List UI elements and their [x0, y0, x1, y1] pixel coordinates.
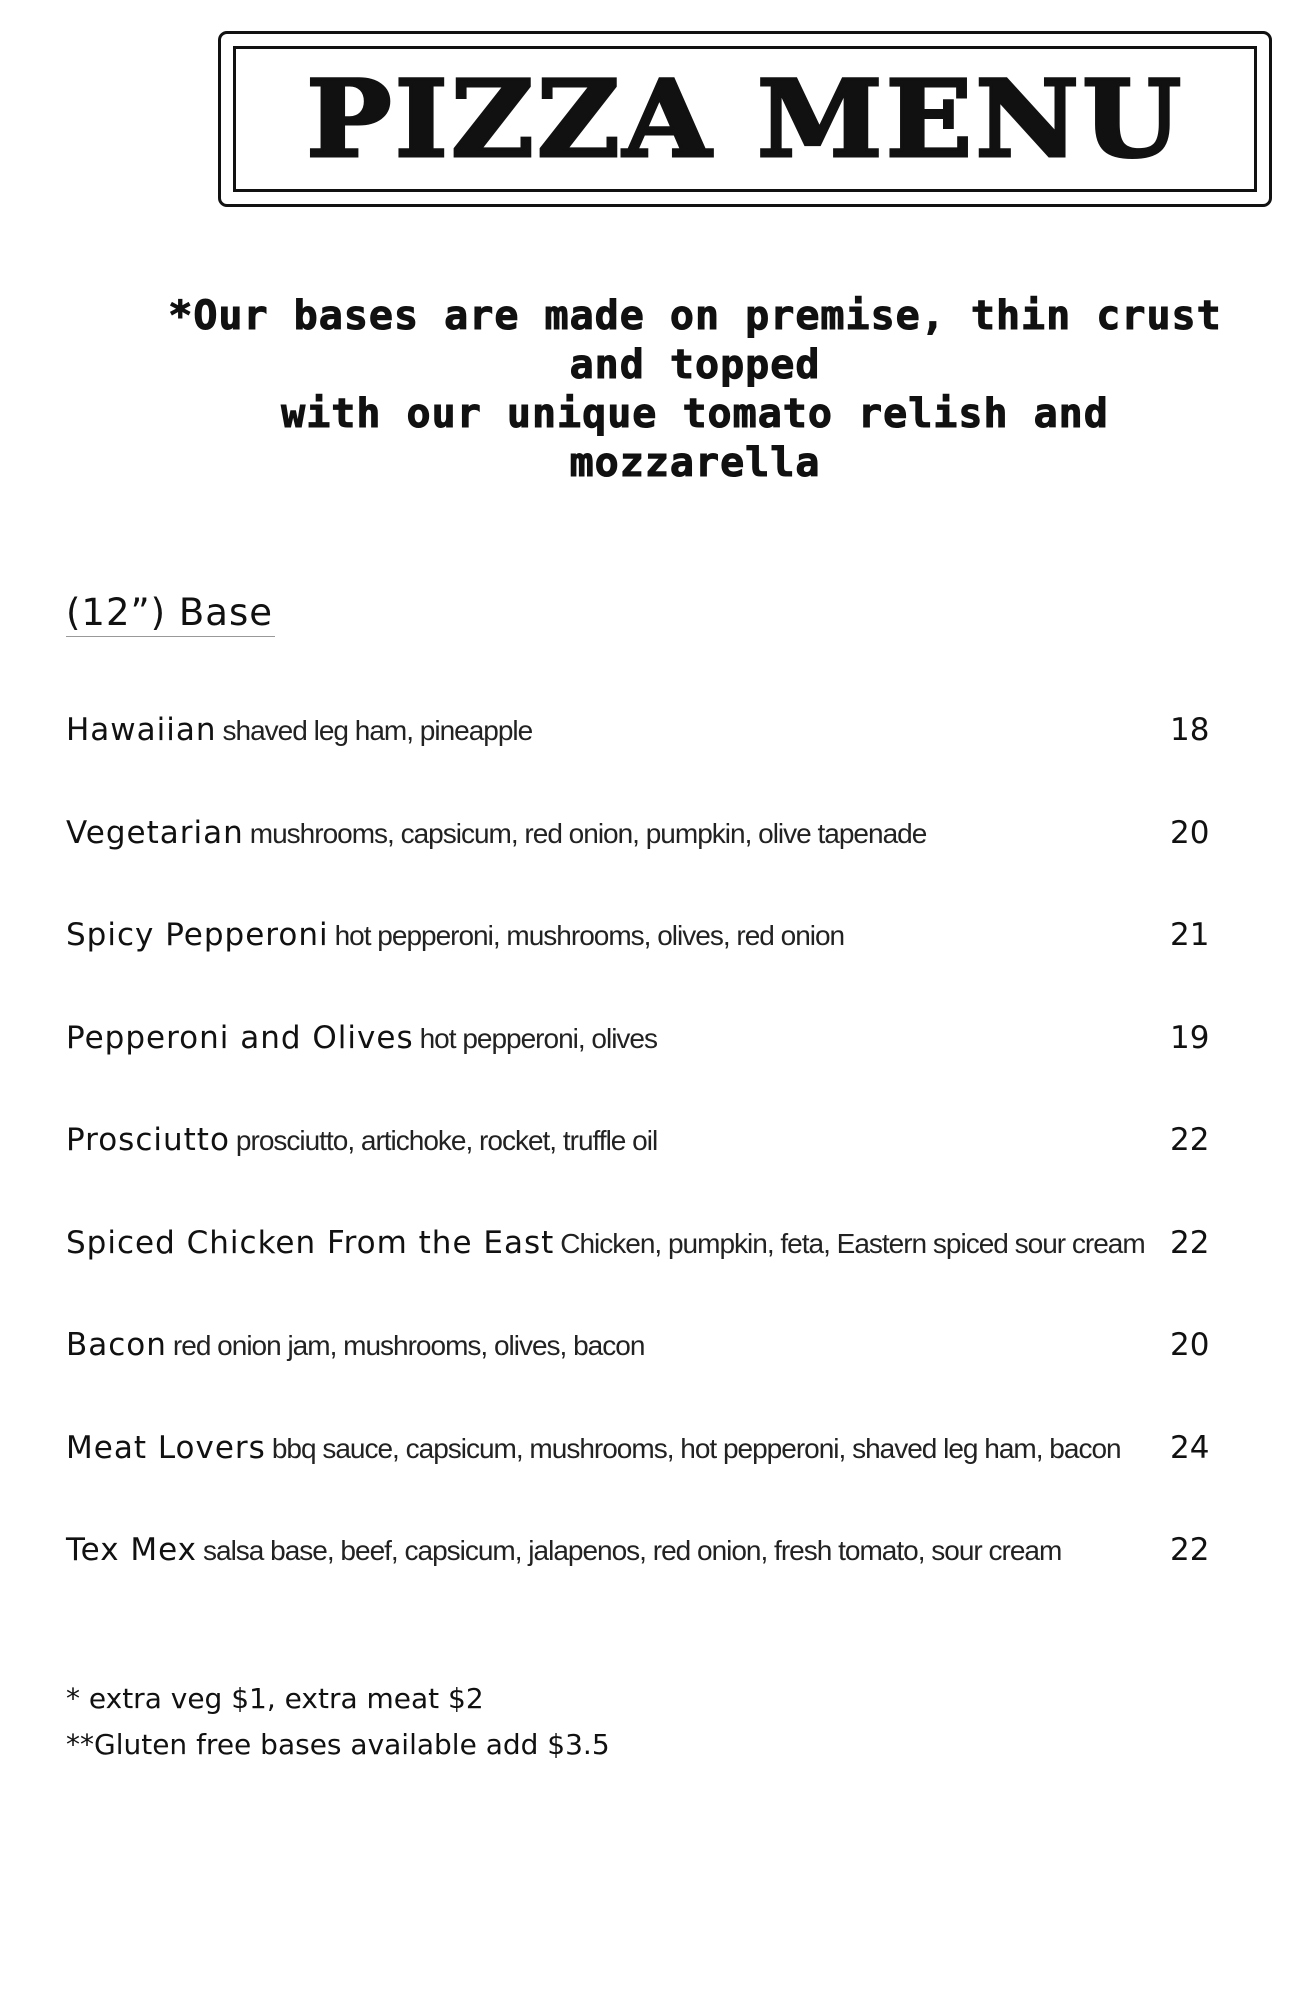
item-price: 22	[1170, 1122, 1210, 1158]
item-price: 19	[1170, 1020, 1210, 1056]
item-price: 21	[1170, 917, 1210, 953]
item-price: 20	[1170, 815, 1210, 851]
menu-item-tex-mex	[66, 1522, 1226, 1578]
item-description: mushrooms, capsicum, red onion, pumpkin, olive tapenade	[249, 818, 927, 849]
menu-item-bacon	[66, 1317, 1226, 1373]
item-price: 18	[1170, 712, 1210, 748]
item-description: Chicken, pumpkin, feta, Eastern spiced sour cream	[560, 1228, 1145, 1259]
item-name: Meat Lovers	[66, 1430, 266, 1466]
item-name: Pepperoni and Olives	[66, 1020, 414, 1056]
base-description-line-1: *Our bases are made on premise, thin crust and topped	[168, 293, 1222, 388]
gluten-free-note: **Gluten free bases available add $3.5	[66, 1728, 610, 1761]
item-price: 22	[1170, 1532, 1210, 1568]
item-description: shaved leg ham, pineapple	[222, 715, 533, 746]
item-description: hot pepperoni, olives	[419, 1023, 658, 1054]
section-heading-base-size: (12”) Base	[66, 590, 275, 637]
item-price: 22	[1170, 1225, 1210, 1261]
menu-title: PIZZA MENU	[305, 56, 1185, 181]
item-description: prosciutto, artichoke, rocket, truffle oil	[235, 1125, 658, 1156]
item-price: 24	[1170, 1430, 1210, 1466]
menu-item-vegetarian	[66, 805, 1226, 861]
item-name: Bacon	[66, 1327, 167, 1363]
item-description: red onion jam, mushrooms, olives, bacon	[172, 1330, 645, 1361]
item-description: salsa base, beef, capsicum, jalapenos, red onion, fresh tomato, sour cream	[203, 1535, 1062, 1566]
title-frame	[218, 31, 1272, 207]
base-description	[150, 292, 1240, 488]
menu-item-pepperoni-and-olives	[66, 1010, 1226, 1066]
title-frame-inner	[233, 46, 1257, 192]
item-name: Prosciutto	[66, 1122, 230, 1158]
menu-item-spiced-chicken	[66, 1215, 1226, 1271]
menu-item-meat-lovers	[66, 1420, 1226, 1476]
item-name: Vegetarian	[66, 815, 244, 851]
item-name: Tex Mex	[66, 1532, 198, 1568]
item-description: hot pepperoni, mushrooms, olives, red onion	[334, 920, 845, 951]
item-name: Spiced Chicken From the East	[66, 1225, 555, 1261]
item-description: bbq sauce, capsicum, mushrooms, hot pepperoni, shaved leg ham, bacon	[271, 1433, 1121, 1464]
extras-note: * extra veg $1, extra meat $2	[66, 1682, 484, 1715]
menu-item-prosciutto	[66, 1112, 1226, 1168]
menu-item-hawaiian	[66, 702, 1226, 758]
item-name: Spicy Pepperoni	[66, 917, 329, 953]
base-description-line-2: with our unique tomato relish and mozzarella	[281, 391, 1109, 486]
menu-item-spicy-pepperoni	[66, 907, 1226, 963]
item-name: Hawaiian	[66, 712, 217, 748]
item-price: 20	[1170, 1327, 1210, 1363]
